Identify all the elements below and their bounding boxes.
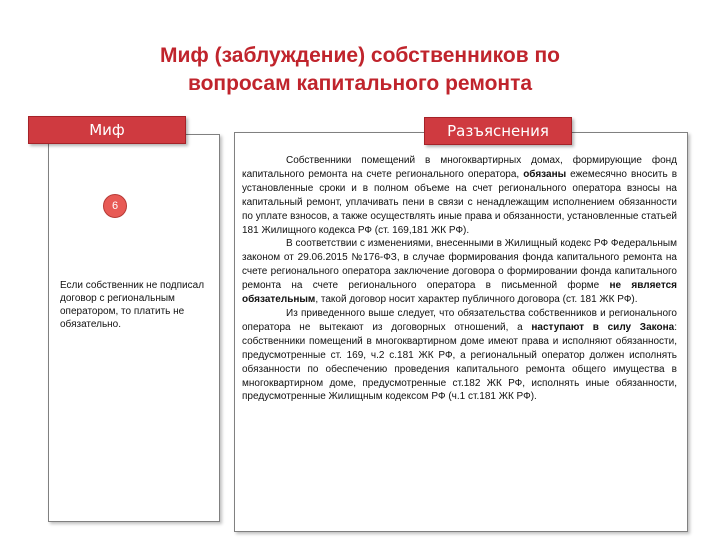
explanation-tab-label: Разъяснения (424, 117, 572, 145)
explanation-p1-text-a: Собственники помещений в многоквартирных домах, формирующие фонд капитального ремонта на счете регионального оператора, (242, 155, 677, 180)
explanation-paragraph-3 (242, 307, 677, 404)
explanation-p2-text-a: В соответствии с изменениями, внесенными в Жилищный кодекс РФ Федеральным законом от 29.06.2015 №176-ФЗ, в случае формирования фонда капитального ремонта на счете регионального оператора заключение договора о формировании фонда капитального ремонта на счете регионального оператора в письменной форме (242, 238, 677, 292)
myth-tab-label: Миф (28, 116, 186, 144)
explanation-p3-bold: наступают в силу Закона (531, 321, 675, 333)
explanation-p2-bold: не является обязательным (242, 280, 677, 306)
explanation-paragraph-1 (242, 154, 677, 237)
myth-statement: Если собственник не подписал договор с региональным оператором, то платить не обязательно. (60, 280, 205, 330)
myth-number-badge: 6 (103, 194, 127, 218)
page-title (60, 42, 660, 98)
explanation-p2-text-b: , такой договор носит характер публичного договора (ст. 181 ЖК РФ). (315, 294, 638, 306)
explanation-p1-text-b: ежемесячно вносить в установленные сроки и в полном объеме на счет регионального оператора взносы на капитальный ремонт, уплачивать пени в связи с ненадлежащим исполнением обязанности по уплате взносов, а также осуществлять иные права и обязанности, установленные статьей 181 Жилищного кодекса РФ (ст. 169,181 ЖК РФ). (242, 168, 678, 236)
explanation-p3-text-a: Из приведенного выше следует, что обязательства собственников и регионального оператора не вытекают из договорных отношений, а (242, 307, 677, 333)
page-title-line-2: вопросам капитального ремонта (187, 72, 533, 95)
explanation-text (242, 154, 677, 404)
explanation-p1-bold: обязаны (523, 168, 567, 180)
explanation-p3-text-b: : собственники помещений в многоквартирном доме имеют права и исполняют обязанности, предусмотренные ст. 169, ч.2 с.181 ЖК РФ, а региональный оператор должен исполнять обязанности по обеспечению проведения капитального ремонта общего имущества в многоквартирном доме, предусмотренные ст.182 ЖК РФ, исполнять иные обязанности, предусмотренные Жилищным кодексом РФ (ч.1 ст.181 ЖК РФ). (242, 321, 678, 403)
page-title-line-1: Миф (заблуждение) собственников по (160, 44, 560, 67)
explanation-paragraph-2 (242, 237, 677, 307)
